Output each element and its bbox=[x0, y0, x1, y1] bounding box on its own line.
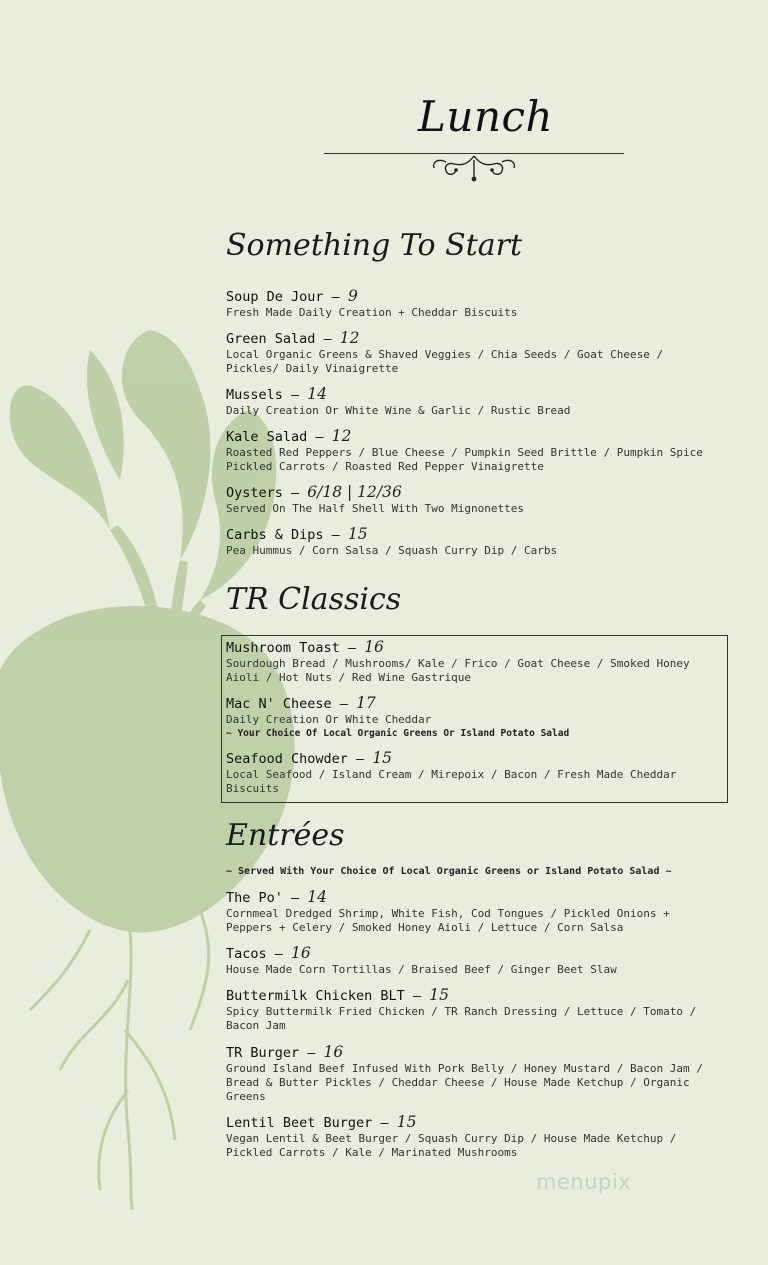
menu-item-mussels: Mussels — 14 Daily Creation Or White Wine & Garlic / Rustic Bread bbox=[226, 385, 726, 418]
item-name: Mushroom Toast bbox=[226, 640, 340, 656]
item-name: Kale Salad bbox=[226, 429, 308, 445]
item-description: Spicy Buttermilk Fried Chicken / TR Ranch Dressing / Lettuce / Tomato / bbox=[226, 1005, 697, 1018]
item-price: 16 bbox=[364, 638, 384, 656]
item-description: Daily Creation Or White Cheddar bbox=[226, 713, 432, 726]
section-heading-something-to-start: Something To Start bbox=[226, 228, 523, 263]
item-name: Lentil Beet Burger bbox=[226, 1115, 373, 1131]
item-price: 15 bbox=[372, 749, 393, 767]
item-name: Oysters bbox=[226, 485, 283, 501]
item-description: Bacon Jam bbox=[226, 1019, 286, 1032]
item-name: TR Burger bbox=[226, 1045, 300, 1061]
item-description: Local Organic Greens & Shaved Veggies / Chia Seeds / Goat Cheese / bbox=[226, 348, 664, 361]
menu-item-mac-n-cheese: Mac N' Cheese — 17 Daily Creation Or White Cheddar ~ Your Choice Of Local Organic Greens Or Island Potato Salad bbox=[226, 694, 726, 740]
menu-item-kale-salad: Kale Salad — 12 Roasted Red Peppers / Blue Cheese / Pumpkin Seed Brittle / Pumpkin Spice Pickled Carrots / Roasted Red Pepper Vinaigrette bbox=[226, 427, 726, 474]
menu-item-lentil-beet-burger: Lentil Beet Burger — 15 Vegan Lentil & Beet Burger / Squash Curry Dip / House Made Ketchup / Pickled Carrots / Kale / Marinated Mushrooms bbox=[226, 1113, 726, 1160]
menu-item-tacos: Tacos — 16 House Made Corn Tortillas / Braised Beef / Ginger Beet Slaw bbox=[226, 944, 726, 977]
item-description: Pickles/ Daily Vinaigrette bbox=[226, 362, 399, 375]
menu-item-seafood-chowder: Seafood Chowder — 15 Local Seafood / Island Cream / Mirepoix / Bacon / Fresh Made Cheddar Biscuits bbox=[226, 749, 726, 796]
item-note: ~ Your Choice Of Local Organic Greens Or Island Potato Salad bbox=[226, 728, 570, 739]
item-description: Pickled Carrots / Roasted Red Pepper Vinaigrette bbox=[226, 460, 544, 473]
item-price: 16 bbox=[291, 944, 311, 962]
item-price: 15 bbox=[429, 986, 449, 1004]
item-price: 6/18 | 12/36 bbox=[307, 483, 402, 501]
menu-item-mushroom-toast: Mushroom Toast — 16 Sourdough Bread / Mushrooms/ Kale / Frico / Goat Cheese / Smoked Honey Aioli / Hot Nuts / Red Wine Gastrique bbox=[226, 638, 726, 685]
menu-item-the-po: The Po' — 14 Cornmeal Dredged Shrimp, White Fish, Cod Tongues / Pickled Onions + Peppers + Celery / Smoked Honey Aioli / Lettuce / Corn Salsa bbox=[226, 888, 726, 935]
item-name: Green Salad bbox=[226, 331, 316, 347]
item-description: Peppers + Celery / Smoked Honey Aioli / Lettuce / Corn Salsa bbox=[226, 921, 624, 934]
item-name: Tacos bbox=[226, 946, 267, 962]
item-description: Served On The Half Shell With Two Mignonettes bbox=[226, 502, 525, 515]
item-price: 14 bbox=[307, 888, 328, 906]
menu-item-carbs-and-dips: Carbs & Dips — 15 Pea Hummus / Corn Salsa / Squash Curry Dip / Carbs bbox=[226, 525, 726, 558]
item-description: Pickled Carrots / Kale / Marinated Mushrooms bbox=[226, 1146, 518, 1159]
item-description: Daily Creation Or White Wine & Garlic / Rustic Bread bbox=[226, 404, 571, 417]
menu-item-tr-burger: TR Burger — 16 Ground Island Beef Infused With Pork Belly / Honey Mustard / Bacon Jam / Bread & Butter Pickles / Cheddar Cheese / House Made Ketchup / Organic Greens bbox=[226, 1043, 726, 1104]
item-price: 14 bbox=[307, 385, 328, 403]
item-name: Soup De Jour bbox=[226, 289, 324, 305]
item-description: Fresh Made Daily Creation + Cheddar Biscuits bbox=[226, 306, 518, 319]
watermark: menupix bbox=[536, 1170, 632, 1194]
item-price: 9 bbox=[347, 287, 358, 305]
item-price: 17 bbox=[356, 694, 376, 712]
item-price: 15 bbox=[396, 1113, 417, 1131]
item-description: Greens bbox=[226, 1090, 266, 1103]
item-name: Carbs & Dips bbox=[226, 527, 324, 543]
item-description: Pea Hummus / Corn Salsa / Squash Curry Dip / Carbs bbox=[226, 544, 558, 557]
item-price: 12 bbox=[339, 329, 360, 347]
menu-item-green-salad: Green Salad — 12 Local Organic Greens & Shaved Veggies / Chia Seeds / Goat Cheese / Pickles/ Daily Vinaigrette bbox=[226, 329, 726, 376]
item-description: Sourdough Bread / Mushrooms/ Kale / Frico / Goat Cheese / Smoked Honey bbox=[226, 657, 690, 670]
item-name: Mussels bbox=[226, 387, 283, 403]
item-name: The Po' bbox=[226, 890, 283, 906]
item-price: 15 bbox=[347, 525, 368, 543]
item-description: Vegan Lentil & Beet Burger / Squash Curry Dip / House Made Ketchup / bbox=[226, 1132, 677, 1145]
menu-item-buttermilk-chicken-blt: Buttermilk Chicken BLT — 15 Spicy Buttermilk Fried Chicken / TR Ranch Dressing / Lettuce / Tomato / Bacon Jam bbox=[226, 986, 726, 1033]
item-description: Roasted Red Peppers / Blue Cheese / Pumpkin Seed Brittle / Pumpkin Spice bbox=[226, 446, 703, 459]
item-description: Bread & Butter Pickles / Cheddar Cheese / House Made Ketchup / Organic bbox=[226, 1076, 690, 1089]
menu-item-soup-de-jour: Soup De Jour — 9 Fresh Made Daily Creation + Cheddar Biscuits bbox=[226, 287, 726, 320]
item-description: Cornmeal Dredged Shrimp, White Fish, Cod Tongues / Pickled Onions + bbox=[226, 907, 670, 920]
item-description: Local Seafood / Island Cream / Mirepoix / Bacon / Fresh Made Cheddar bbox=[226, 768, 677, 781]
item-description: Ground Island Beef Infused With Pork Belly / Honey Mustard / Bacon Jam / bbox=[226, 1062, 703, 1075]
item-price: 16 bbox=[323, 1043, 344, 1061]
section-heading-entrees: Entrées bbox=[226, 818, 345, 853]
item-description: House Made Corn Tortillas / Braised Beef / Ginger Beet Slaw bbox=[226, 963, 617, 976]
item-description: Biscuits bbox=[226, 782, 279, 795]
item-description: Aioli / Hot Nuts / Red Wine Gastrique bbox=[226, 671, 472, 684]
entrees-served-note: ~ Served With Your Choice Of Local Organic Greens or Island Potato Salad ~ bbox=[226, 866, 672, 877]
item-name: Seafood Chowder bbox=[226, 751, 348, 767]
flourish-ornament-icon bbox=[428, 152, 520, 182]
item-price: 12 bbox=[331, 427, 352, 445]
item-name: Buttermilk Chicken BLT bbox=[226, 988, 405, 1004]
item-name: Mac N' Cheese bbox=[226, 696, 332, 712]
menu-title: Lunch bbox=[418, 92, 554, 141]
menu-item-oysters: Oysters — 6/18 | 12/36 Served On The Half Shell With Two Mignonettes bbox=[226, 483, 726, 516]
section-heading-tr-classics: TR Classics bbox=[226, 582, 402, 617]
